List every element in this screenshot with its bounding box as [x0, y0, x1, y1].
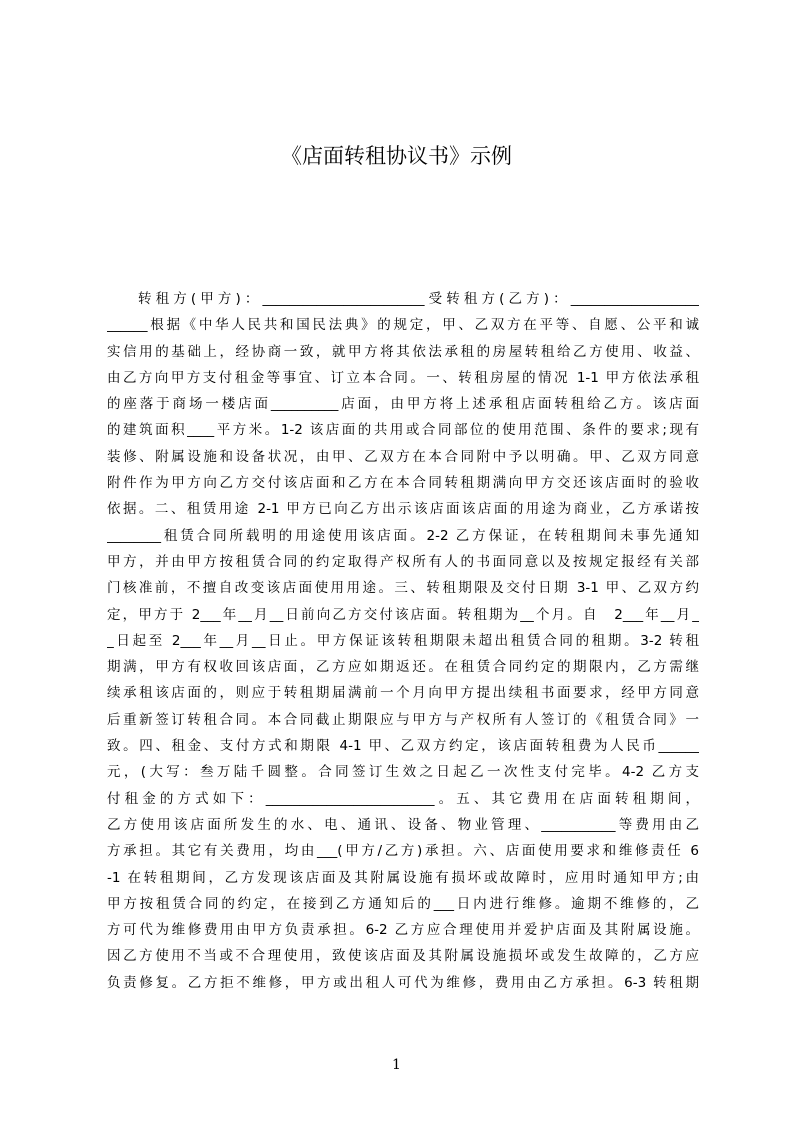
body-line: 由乙方向甲方支付租金等事宜、订立本合同。一、转租房屋的情况 1-1 甲方依法承租	[107, 369, 699, 386]
body-line: 后重新签订转租合同。本合同截止期限应与甲方与产权所有人签订的《租赁合同》一	[107, 711, 699, 728]
body-line: _日起至 2___年__月__日止。甲方保证该转租期限未超出租赁合同的租期。3-2 转租	[107, 632, 699, 649]
document-title: 《店面转租协议书》示例	[281, 144, 512, 168]
page-number: 1	[392, 1057, 401, 1073]
body-line: 门核准前，不擅自改变该店面使用用途。三、转租期限及交付日期 3-1 甲、乙双方约	[107, 580, 699, 597]
body-line: 的座落于商场一楼店面__________店面，由甲方将上述承租店面转租给乙方。该店面	[107, 396, 699, 413]
body-line: 依据。二、租赁用途 2-1 甲方已向乙方出示该店面该店面的用途为商业，乙方承诺按	[107, 501, 699, 518]
body-line: 方可代为维修费用由甲方负责承担。6-2 乙方应合理使用并爱护店面及其附属设施。	[107, 922, 699, 939]
body-line: 续承租该店面的，则应于转租期届满前一个月向甲方提出续租书面要求，经甲方同意	[107, 685, 699, 702]
body-line: -1 在转租期间，乙方发现该店面及其附属设施有损坏或故障时，应用时通知甲方;由	[107, 869, 699, 886]
body-line: 实信用的基础上，经协商一致，就甲方将其依法承租的房屋转租给乙方使用、收益、	[107, 343, 699, 360]
body-line: 装修、附属设施和设备状况，由甲、乙双方在本合同附中予以明确。甲、乙双方同意	[107, 448, 699, 465]
body-line: 附件作为甲方向乙方交付该店面和乙方在本合同转租期满向甲方交还该店面时的验收	[107, 475, 699, 492]
body-line: ______根据《中华人民共和国民法典》的规定，甲、乙双方在平等、自愿、公平和诚	[107, 317, 699, 334]
body-line: 期满，甲方有权收回该店面，乙方应如期返还。在租赁合同约定的期限内，乙方需继	[107, 659, 699, 676]
body-line: 转租方(甲方)：________________________受转租方(乙方)：___________________	[138, 291, 699, 307]
contract-body	[107, 286, 699, 1026]
body-line: 定，甲方于 2___年__月__日前向乙方交付该店面。转租期为__个月。自 2___年__月_	[107, 606, 699, 623]
body-line: ________租赁合同所载明的用途使用该店面。2-2 乙方保证，在转租期间未事先通知	[107, 527, 699, 544]
body-line: 负责修复。乙方拒不维修，甲方或出租人可代为维修，费用由乙方承担。6-3 转租期	[107, 974, 699, 991]
body-line: 的建筑面积____平方米。1-2 该店面的共用或合同部位的使用范围、条件的要求;现有	[107, 422, 699, 439]
body-line: 方承担。其它有关费用，均由___(甲方/乙方)承担。六、店面使用要求和维修责任 6	[107, 843, 699, 860]
body-line: 致。四、租金、支付方式和期限 4-1 甲、乙双方约定，该店面转租费为人民币______	[107, 738, 699, 755]
body-line: 乙方使用该店面所发生的水、电、通讯、设备、物业管理、___________等费用由乙	[107, 816, 699, 833]
body-line: 元，(大写：叁万陆千圆整。合同签订生效之日起乙一次性支付完毕。4-2 乙方支	[107, 764, 699, 781]
body-line: 甲方，并由甲方按租赁合同的约定取得产权所有人的书面同意以及按规定报经有关部	[107, 553, 699, 570]
body-line: 因乙方使用不当或不合理使用，致使该店面及其附属设施损坏或发生故障的，乙方应	[107, 948, 699, 965]
body-line: 付租金的方式如下：_________________________。五、其它费用在店面转租期间，	[107, 790, 699, 807]
body-line: 甲方按租赁合同的约定，在接到乙方通知后的___日内进行维修。逾期不维修的，乙	[107, 895, 699, 912]
